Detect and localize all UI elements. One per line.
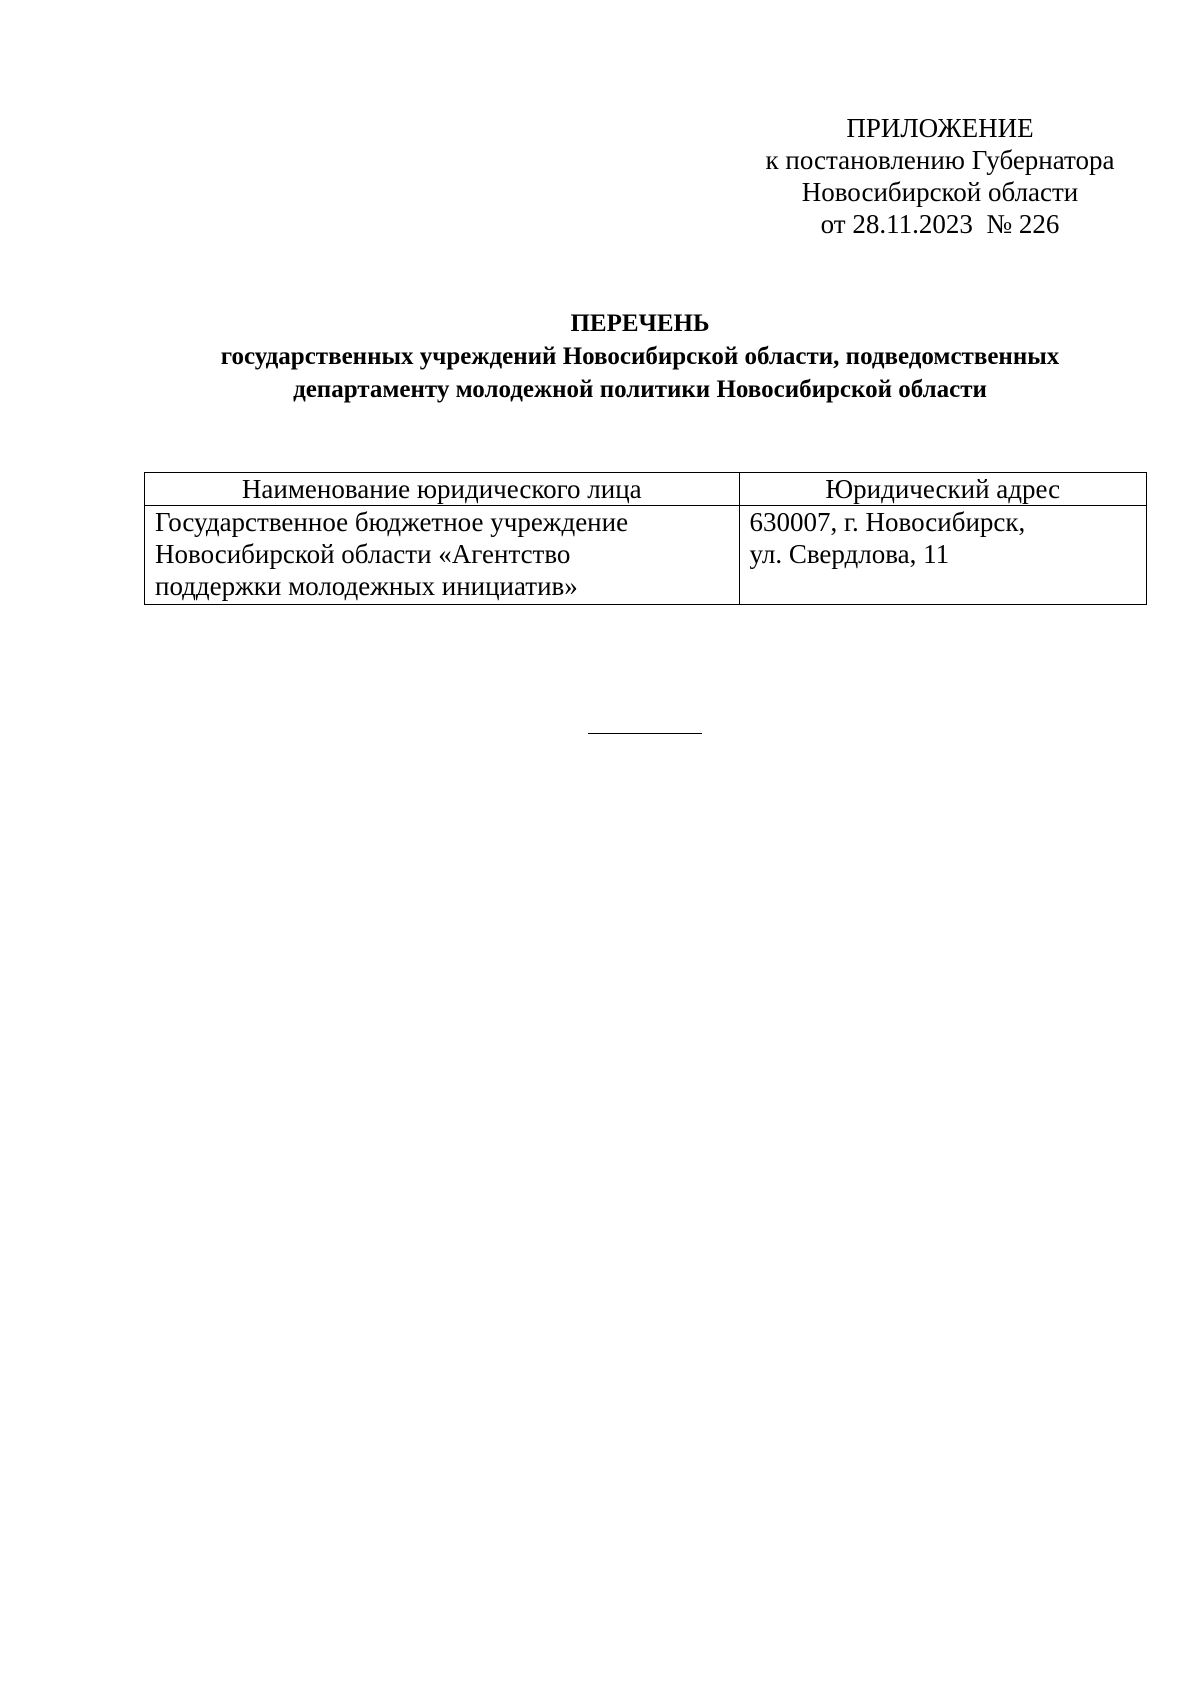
address-line-2: ул. Свердлова, 11 <box>749 539 950 569</box>
address-line-1: 630007, г. Новосибирск, <box>749 507 1026 537</box>
appendix-line-decree: к постановлению Губернатора <box>765 145 1115 175</box>
cell-legal-entity-name <box>145 506 740 605</box>
table-header-row <box>145 473 1147 506</box>
document-heading <box>130 307 1150 406</box>
appendix-block <box>740 112 1140 240</box>
name-line-2: Новосибирской области «Агентство <box>155 539 571 569</box>
heading-line-1: государственных учреждений Новосибирской области, подведомственных <box>220 343 1060 370</box>
name-line-3: поддержки молодежных инициатив» <box>155 571 578 601</box>
name-line-1: Государственное бюджетное учреждение <box>155 507 629 537</box>
appendix-line-region: Новосибирской области <box>801 177 1079 207</box>
header-legal-entity-name: Наименование юридического лица <box>145 473 740 506</box>
header-legal-address: Юридический адрес <box>739 473 1146 506</box>
appendix-line-date-number: от 28.11.2023 № 226 <box>820 209 1060 239</box>
institutions-table <box>144 472 1147 605</box>
heading-title: ПЕРЕЧЕНЬ <box>570 310 710 337</box>
cell-legal-address <box>739 506 1146 605</box>
appendix-title: ПРИЛОЖЕНИЕ <box>846 113 1034 143</box>
heading-line-2: департаменту молодежной политики Новосибирской области <box>293 376 987 403</box>
end-divider-line <box>588 733 702 734</box>
table-row <box>145 506 1147 605</box>
